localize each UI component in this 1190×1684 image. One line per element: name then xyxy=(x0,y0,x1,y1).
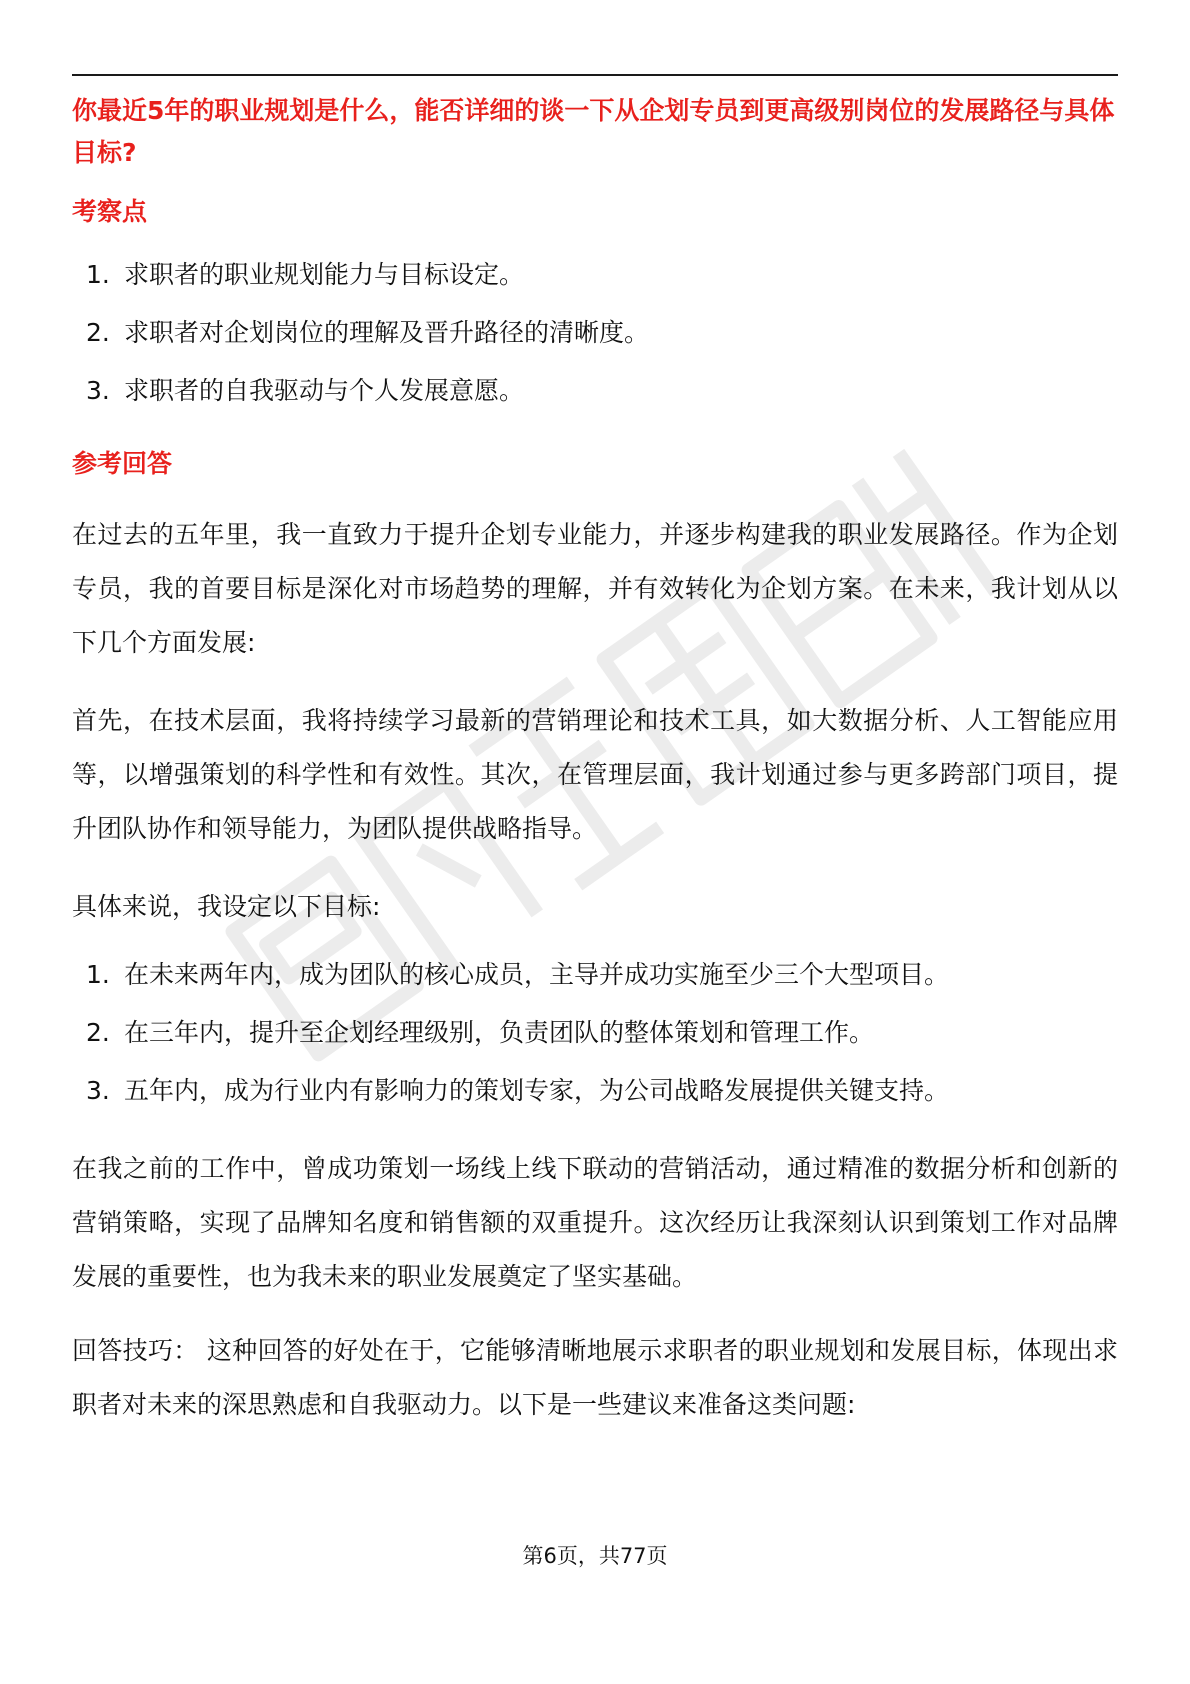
reference-answer-heading: 参考回答 xyxy=(72,449,173,478)
top-rule xyxy=(72,74,1118,76)
list-item xyxy=(72,946,1118,1004)
list-item-text: 在三年内，提升至企划经理级别，负责团队的整体策划和管理工作。 xyxy=(124,1018,875,1047)
list-item-number: 3. xyxy=(86,1076,110,1105)
list-item xyxy=(72,246,1118,304)
list-item-text: 求职者的职业规划能力与目标设定。 xyxy=(124,260,525,289)
answer-paragraph-goals-lead: 具体来说，我设定以下目标: xyxy=(72,892,381,921)
list-item-number: 1. xyxy=(86,960,110,989)
page-footer: 第6页，共77页 xyxy=(522,1544,668,1568)
list-item xyxy=(72,1062,1118,1120)
answer-tips-paragraph: 回答技巧： 这种回答的好处在于，它能够清晰地展示求职者的职业规划和发展目标，体现出求职者对未来的深思熟虑和自我驱动力。以下是一些建议来准备这类问题: xyxy=(72,1336,1118,1419)
list-item-number: 1. xyxy=(86,260,110,289)
exam-points-heading: 考察点 xyxy=(72,197,148,226)
document-body xyxy=(72,90,1118,1432)
list-item-number: 2. xyxy=(86,1018,110,1047)
list-item xyxy=(72,362,1118,420)
list-item xyxy=(72,1004,1118,1062)
answer-paragraph-intro: 在过去的五年里，我一直致力于提升企划专业能力，并逐步构建我的职业发展路径。作为企划专员，我的首要目标是深化对市场趋势的理解，并有效转化为企划方案。在未来，我计划从以下几个方面发展: xyxy=(72,520,1118,657)
question-title: 你最近5年的职业规划是什么，能否详细的谈一下从企划专员到更高级别岗位的发展路径与具体目标? xyxy=(72,96,1115,167)
list-item xyxy=(72,304,1118,362)
list-item-text: 在未来两年内，成为团队的核心成员，主导并成功实施至少三个大型项目。 xyxy=(124,960,950,989)
answer-paragraph-experience: 在我之前的工作中，曾成功策划一场线上线下联动的营销活动，通过精准的数据分析和创新的营销策略，实现了品牌知名度和销售额的双重提升。这次经历让我深刻认识到策划工作对品牌发展的重要性，也为我未来的职业发展奠定了坚实基础。 xyxy=(72,1154,1118,1291)
list-item-text: 五年内，成为行业内有影响力的策划专家，为公司战略发展提供关键支持。 xyxy=(124,1076,950,1105)
answer-paragraph-plan: 首先，在技术层面，我将持续学习最新的营销理论和技术工具，如大数据分析、人工智能应用等，以增强策划的科学性和有效性。其次，在管理层面，我计划通过参与更多跨部门项目，提升团队协作和领导能力，为团队提供战略指导。 xyxy=(72,706,1118,843)
goals-list xyxy=(72,946,1118,1120)
list-item-text: 求职者对企划岗位的理解及晋升路径的清晰度。 xyxy=(124,318,650,347)
list-item-text: 求职者的自我驱动与个人发展意愿。 xyxy=(124,376,525,405)
exam-points-list xyxy=(72,246,1118,420)
list-item-number: 2. xyxy=(86,318,110,347)
list-item-number: 3. xyxy=(86,376,110,405)
